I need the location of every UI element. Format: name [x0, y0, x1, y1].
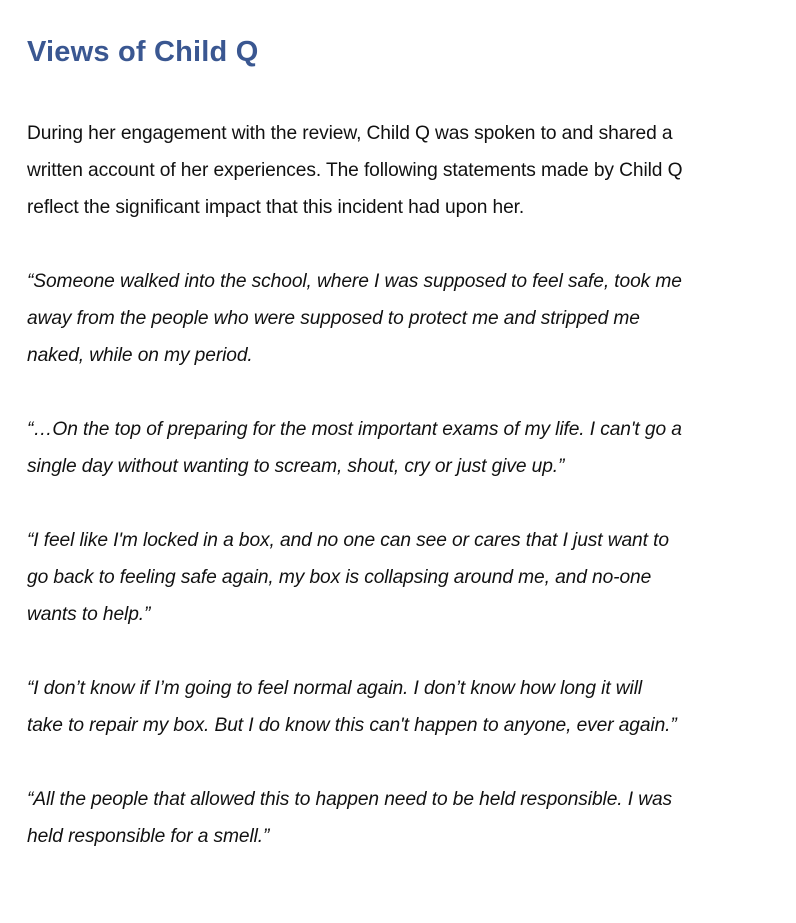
quote-line: wants to help.” — [27, 604, 151, 625]
quote-line: single day without wanting to scream, shout, cry or just give up.” — [27, 456, 565, 477]
quote-paragraph-4 — [27, 670, 777, 744]
quote-line: “Someone walked into the school, where I was supposed to feel safe, took me — [27, 271, 682, 292]
quote-line: take to repair my box. But I do know this can't happen to anyone, ever again.” — [27, 715, 677, 736]
quote-paragraph-3 — [27, 522, 777, 633]
quote-paragraph-1 — [27, 263, 777, 374]
quote-line: “…On the top of preparing for the most important exams of my life. I can't go a — [27, 419, 682, 440]
intro-line: During her engagement with the review, Child Q was spoken to and shared a — [27, 123, 673, 144]
intro-line: written account of her experiences. The following statements made by Child Q — [27, 160, 683, 181]
quote-line: “I feel like I'm locked in a box, and no one can see or cares that I just want to — [27, 530, 669, 551]
quote-line: held responsible for a smell.” — [27, 826, 270, 847]
intro-line: reflect the significant impact that this incident had upon her. — [27, 197, 525, 218]
quote-line: go back to feeling safe again, my box is collapsing around me, and no-one — [27, 567, 652, 588]
quote-line: “I don’t know if I’m going to feel normal again. I don’t know how long it will — [27, 678, 643, 699]
page-title: Views of Child Q — [27, 36, 259, 68]
quote-line: away from the people who were supposed to protect me and stripped me — [27, 308, 640, 329]
quote-paragraph-2 — [27, 411, 777, 485]
quote-line: “All the people that allowed this to happen need to be held responsible. I was — [27, 789, 673, 810]
quote-line: naked, while on my period. — [27, 345, 253, 366]
quote-paragraph-5 — [27, 781, 777, 855]
document-page — [27, 30, 777, 855]
intro-paragraph — [27, 115, 777, 226]
